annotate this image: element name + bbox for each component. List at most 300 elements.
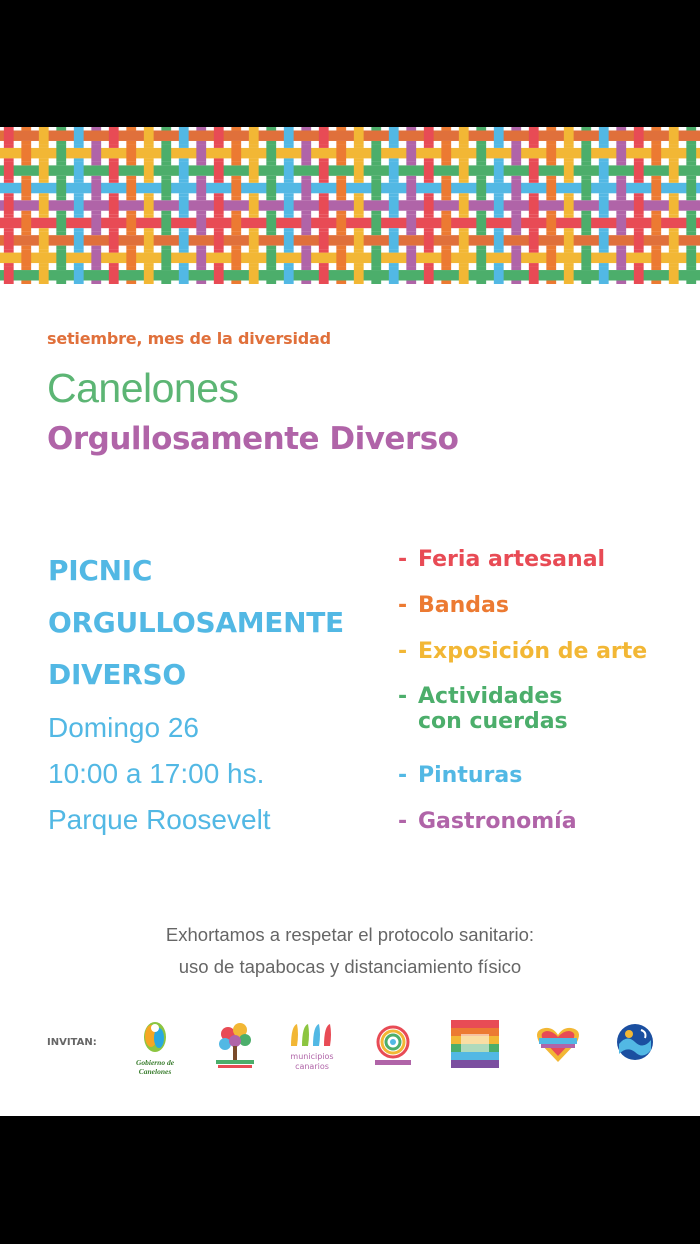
weave-vertical-strip — [406, 281, 416, 284]
weave-vertical-strip — [441, 127, 451, 130]
weave-vertical-strip — [39, 228, 49, 231]
weave-vertical-strip — [144, 263, 154, 266]
weave-vertical-strip — [266, 232, 276, 235]
weave-vertical-strip — [424, 193, 434, 196]
weave-vertical-strip — [616, 281, 626, 284]
weave-vertical-strip — [21, 141, 31, 144]
weave-vertical-strip — [529, 179, 539, 182]
weave-vertical-strip — [21, 176, 31, 179]
weave-vertical-strip — [354, 228, 364, 231]
weave-vertical-strip — [161, 144, 171, 161]
weave-vertical-strip — [4, 179, 14, 182]
weave-vertical-strip — [249, 232, 259, 249]
weave-vertical-strip — [109, 232, 119, 249]
sponsors-label: INVITAN: — [47, 1037, 97, 1048]
weave-vertical-strip — [669, 249, 679, 252]
weave-vertical-strip — [441, 141, 451, 144]
weave-vertical-strip — [74, 193, 84, 196]
poster-title: Canelones — [47, 365, 239, 411]
weave-vertical-strip — [564, 144, 574, 147]
activity-label: Bandas — [418, 593, 509, 618]
weave-vertical-strip — [529, 232, 539, 249]
weave-vertical-strip — [389, 158, 399, 161]
weave-vertical-strip — [354, 214, 364, 217]
activity-item — [398, 639, 647, 664]
weave-vertical-strip — [214, 127, 224, 144]
weave-vertical-strip — [406, 162, 416, 165]
weave-vertical-strip — [179, 249, 189, 252]
weave-vertical-strip — [546, 127, 556, 130]
weave-vertical-strip — [91, 249, 101, 266]
weave-vertical-strip — [511, 267, 521, 270]
weave-vertical-strip — [266, 197, 276, 200]
rainbow-heart-logo — [533, 1020, 583, 1076]
weave-vertical-strip — [231, 249, 241, 266]
weave-vertical-strip — [109, 127, 119, 144]
weave-vertical-strip — [179, 232, 189, 249]
weave-vertical-strip — [4, 249, 14, 252]
weave-vertical-strip — [616, 267, 626, 270]
event-time: 10:00 a 17:00 hs. — [48, 758, 265, 789]
weave-vertical-strip — [39, 214, 49, 217]
weave-vertical-strip — [669, 127, 679, 144]
weave-vertical-strip — [319, 162, 329, 179]
gobierno-de-canelones-logo — [128, 1020, 182, 1076]
weave-vertical-strip — [476, 162, 486, 165]
activity-dash: - — [398, 593, 408, 618]
weave-vertical-strip — [179, 197, 189, 214]
weave-vertical-strip — [179, 263, 189, 266]
health-notice-line: Exhortamos a respetar el protocolo sanitario: — [165, 924, 535, 945]
weave-vertical-strip — [179, 228, 189, 231]
weave-vertical-strip — [179, 179, 189, 182]
weave-vertical-strip — [354, 158, 364, 161]
weave-vertical-strip — [179, 158, 189, 161]
weave-vertical-strip — [4, 158, 14, 161]
weave-vertical-strip — [4, 193, 14, 196]
weave-vertical-strip — [144, 162, 154, 179]
weave-vertical-strip — [319, 193, 329, 196]
weave-vertical-strip — [4, 228, 14, 231]
weave-vertical-strip — [511, 211, 521, 214]
weave-vertical-strip — [354, 193, 364, 196]
weave-vertical-strip — [249, 127, 259, 144]
weave-vertical-strip — [371, 141, 381, 144]
weave-vertical-strip — [74, 144, 84, 147]
weave-vertical-strip — [266, 162, 276, 165]
weave-vertical-strip — [511, 197, 521, 200]
weave-vertical-strip — [144, 267, 154, 284]
weave-vertical-strip — [231, 214, 241, 231]
weave-vertical-strip — [389, 179, 399, 182]
weave-vertical-strip — [91, 127, 101, 130]
weave-vertical-strip — [109, 267, 119, 284]
weave-vertical-strip — [196, 281, 206, 284]
weave-vertical-strip — [284, 193, 294, 196]
weave-vertical-strip — [231, 267, 241, 270]
weave-vertical-strip — [424, 263, 434, 266]
weave-vertical-strip — [686, 249, 696, 266]
weave-vertical-strip — [266, 127, 276, 130]
weave-vertical-strip — [109, 249, 119, 252]
weave-vertical-strip — [56, 249, 66, 266]
weave-vertical-strip — [214, 197, 224, 214]
weave-vertical-strip — [144, 179, 154, 182]
weave-vertical-strip — [669, 193, 679, 196]
weave-vertical-strip — [371, 144, 381, 161]
weave-vertical-strip — [564, 179, 574, 182]
weave-vertical-strip — [581, 267, 591, 270]
weave-vertical-strip — [441, 267, 451, 270]
weave-vertical-strip — [651, 281, 661, 284]
weave-vertical-strip — [336, 249, 346, 266]
weave-vertical-strip — [476, 176, 486, 179]
weave-vertical-strip — [284, 162, 294, 179]
weave-vertical-strip — [74, 232, 84, 249]
weave-vertical-strip — [564, 249, 574, 252]
weave-vertical-strip — [284, 144, 294, 147]
weave-vertical-strip — [109, 197, 119, 214]
weave-vertical-strip — [441, 246, 451, 249]
activity-item — [398, 684, 568, 734]
weave-vertical-strip — [144, 197, 154, 214]
weave-vertical-strip — [196, 162, 206, 165]
weave-vertical-strip — [599, 144, 609, 147]
weave-vertical-strip — [161, 211, 171, 214]
weave-vertical-strip — [249, 144, 259, 147]
weave-vertical-strip — [301, 197, 311, 200]
weave-vertical-strip — [529, 263, 539, 266]
weave-vertical-strip — [494, 214, 504, 217]
weave-vertical-strip — [494, 179, 504, 182]
weave-vertical-strip — [21, 179, 31, 196]
weave-vertical-strip — [319, 267, 329, 284]
weave-vertical-strip — [459, 228, 469, 231]
weave-horizontal-strip — [0, 270, 700, 280]
weave-vertical-strip — [424, 249, 434, 252]
weave-vertical-strip — [494, 193, 504, 196]
weave-horizontal-strip — [0, 130, 700, 140]
weave-vertical-strip — [56, 179, 66, 196]
weave-vertical-strip — [511, 246, 521, 249]
weave-vertical-strip — [39, 158, 49, 161]
weave-vertical-strip — [669, 267, 679, 284]
weave-vertical-strip — [39, 162, 49, 179]
weave-vertical-strip — [336, 211, 346, 214]
logo-text-line: Gobierno de — [135, 1058, 175, 1067]
weave-vertical-strip — [616, 197, 626, 200]
weave-vertical-strip — [371, 214, 381, 231]
weave-vertical-strip — [441, 281, 451, 284]
activity-item — [398, 809, 577, 834]
weave-vertical-strip — [546, 141, 556, 144]
weave-vertical-strip — [406, 144, 416, 161]
weave-vertical-strip — [686, 232, 696, 235]
weave-vertical-strip — [459, 162, 469, 179]
weave-vertical-strip — [459, 179, 469, 182]
weave-vertical-strip — [56, 267, 66, 270]
weave-vertical-strip — [126, 141, 136, 144]
rainbow-weave-banner — [0, 127, 700, 284]
weave-vertical-strip — [406, 232, 416, 235]
weave-vertical-strip — [634, 263, 644, 266]
weave-vertical-strip — [39, 144, 49, 147]
weave-vertical-strip — [109, 179, 119, 182]
weave-vertical-strip — [231, 246, 241, 249]
weave-vertical-strip — [616, 246, 626, 249]
weave-vertical-strip — [599, 263, 609, 266]
weave-vertical-strip — [21, 281, 31, 284]
event-name-line: DIVERSO — [48, 658, 186, 691]
weave-vertical-strip — [196, 232, 206, 235]
weave-vertical-strip — [406, 214, 416, 231]
weave-vertical-strip — [74, 197, 84, 214]
weave-vertical-strip — [4, 214, 14, 217]
weave-vertical-strip — [4, 263, 14, 266]
weave-vertical-strip — [336, 267, 346, 270]
weave-vertical-strip — [459, 263, 469, 266]
weave-vertical-strip — [371, 197, 381, 200]
weave-vertical-strip — [651, 249, 661, 266]
activity-item — [398, 593, 509, 618]
activity-dash: - — [398, 763, 408, 788]
weave-vertical-strip — [599, 193, 609, 196]
weave-vertical-strip — [441, 144, 451, 161]
weave-vertical-strip — [581, 232, 591, 235]
activity-label: Actividades — [418, 684, 563, 709]
weave-vertical-strip — [109, 263, 119, 266]
weave-vertical-strip — [406, 179, 416, 196]
weave-vertical-strip — [599, 249, 609, 252]
weave-vertical-strip — [74, 228, 84, 231]
weave-vertical-strip — [371, 246, 381, 249]
weave-vertical-strip — [389, 193, 399, 196]
weave-vertical-strip — [301, 179, 311, 196]
weave-vertical-strip — [336, 162, 346, 165]
weave-horizontal-strip — [0, 218, 700, 228]
weave-vertical-strip — [179, 127, 189, 144]
weave-vertical-strip — [196, 267, 206, 270]
weave-vertical-strip — [389, 232, 399, 249]
weave-vertical-strip — [21, 162, 31, 165]
weave-vertical-strip — [74, 214, 84, 217]
weave-vertical-strip — [459, 249, 469, 252]
weave-vertical-strip — [476, 179, 486, 196]
weave-vertical-strip — [319, 232, 329, 249]
weave-vertical-strip — [161, 281, 171, 284]
weave-vertical-strip — [301, 176, 311, 179]
weave-vertical-strip — [599, 228, 609, 231]
weave-vertical-strip — [634, 179, 644, 182]
weave-vertical-strip — [651, 214, 661, 231]
weave-vertical-strip — [634, 144, 644, 147]
weave-vertical-strip — [144, 228, 154, 231]
weave-vertical-strip — [336, 176, 346, 179]
weave-vertical-strip — [144, 193, 154, 196]
weave-vertical-strip — [441, 249, 451, 266]
weave-vertical-strip — [459, 197, 469, 214]
weave-vertical-strip — [669, 228, 679, 231]
poster-subtitle: setiembre, mes de la diversidad — [47, 329, 331, 348]
weave-vertical-strip — [74, 263, 84, 266]
weave-vertical-strip — [669, 232, 679, 249]
weave-vertical-strip — [634, 158, 644, 161]
weave-vertical-strip — [74, 267, 84, 284]
weave-vertical-strip — [441, 232, 451, 235]
weave-vertical-strip — [651, 267, 661, 270]
activity-label: Gastronomía — [418, 809, 577, 834]
weave-vertical-strip — [144, 144, 154, 147]
weave-vertical-strip — [634, 249, 644, 252]
weave-vertical-strip — [126, 144, 136, 161]
weave-vertical-strip — [494, 228, 504, 231]
weave-vertical-strip — [196, 127, 206, 130]
weave-vertical-strip — [494, 249, 504, 252]
weave-vertical-strip — [231, 176, 241, 179]
weave-vertical-strip — [494, 232, 504, 249]
weave-vertical-strip — [441, 162, 451, 165]
logo-text-line: municipios — [290, 1052, 334, 1061]
weave-vertical-strip — [669, 158, 679, 161]
weave-vertical-strip — [616, 232, 626, 235]
weave-vertical-strip — [529, 193, 539, 196]
weave-vertical-strip — [301, 267, 311, 270]
weave-vertical-strip — [161, 176, 171, 179]
weave-vertical-strip — [161, 249, 171, 266]
weave-vertical-strip — [74, 179, 84, 182]
weave-vertical-strip — [161, 127, 171, 130]
weave-vertical-strip — [371, 179, 381, 196]
weave-vertical-strip — [529, 127, 539, 144]
weave-vertical-strip — [161, 141, 171, 144]
weave-vertical-strip — [616, 127, 626, 130]
weave-vertical-strip — [371, 162, 381, 165]
weave-vertical-strip — [249, 158, 259, 161]
weave-vertical-strip — [424, 158, 434, 161]
weave-vertical-strip — [599, 267, 609, 284]
weave-vertical-strip — [196, 176, 206, 179]
weave-vertical-strip — [91, 162, 101, 165]
weave-vertical-strip — [4, 162, 14, 179]
weave-vertical-strip — [634, 228, 644, 231]
weave-vertical-strip — [651, 141, 661, 144]
weave-vertical-strip — [214, 214, 224, 217]
weave-vertical-strip — [441, 197, 451, 200]
weave-vertical-strip — [39, 249, 49, 252]
weave-vertical-strip — [214, 267, 224, 284]
weave-vertical-strip — [4, 197, 14, 214]
weave-vertical-strip — [634, 232, 644, 249]
weave-vertical-strip — [56, 281, 66, 284]
rainbow-heart-icon — [533, 1020, 583, 1066]
weave-vertical-strip — [459, 232, 469, 249]
weave-vertical-strip — [686, 211, 696, 214]
weave-vertical-strip — [196, 246, 206, 249]
weave-vertical-strip — [581, 141, 591, 144]
poster — [0, 127, 700, 1116]
weave-vertical-strip — [39, 127, 49, 144]
weave-vertical-strip — [546, 214, 556, 231]
tree-icon — [212, 1020, 258, 1070]
logo-text-line: canarios — [295, 1062, 329, 1071]
diversity-circle-icon — [369, 1020, 417, 1068]
weave-vertical-strip — [529, 162, 539, 179]
weave-vertical-strip — [266, 214, 276, 231]
weave-vertical-strip — [214, 249, 224, 252]
weave-vertical-strip — [686, 162, 696, 165]
weave-vertical-strip — [581, 179, 591, 196]
weave-vertical-strip — [546, 176, 556, 179]
event-date: Domingo 26 — [48, 712, 199, 743]
weave-vertical-strip — [319, 158, 329, 161]
weave-vertical-strip — [406, 211, 416, 214]
logo-text-line: Canelones — [138, 1067, 172, 1076]
weave-vertical-strip — [39, 179, 49, 182]
tree-logo — [212, 1020, 258, 1076]
weave-vertical-strip — [616, 176, 626, 179]
weave-vertical-strip — [354, 144, 364, 147]
weave-vertical-strip — [319, 249, 329, 252]
weave-vertical-strip — [634, 162, 644, 179]
weave-vertical-strip — [686, 197, 696, 200]
weave-vertical-strip — [476, 281, 486, 284]
weave-vertical-strip — [319, 179, 329, 182]
weave-vertical-strip — [284, 158, 294, 161]
weave-vertical-strip — [686, 144, 696, 161]
weave-vertical-strip — [599, 162, 609, 179]
weave-vertical-strip — [651, 144, 661, 161]
weave-vertical-strip — [476, 211, 486, 214]
rainbow-square-icon — [451, 1020, 499, 1068]
weave-vertical-strip — [354, 263, 364, 266]
weave-vertical-strip — [564, 232, 574, 249]
weave-vertical-strip — [336, 281, 346, 284]
weave-vertical-strip — [616, 211, 626, 214]
weave-vertical-strip — [476, 197, 486, 200]
weave-vertical-strip — [39, 193, 49, 196]
weave-vertical-strip — [231, 127, 241, 130]
weave-vertical-strip — [459, 193, 469, 196]
weave-vertical-strip — [109, 193, 119, 196]
weave-horizontal-strip — [0, 200, 700, 210]
health-notice — [0, 919, 700, 983]
weave-vertical-strip — [354, 232, 364, 249]
weave-pattern — [0, 127, 700, 284]
weave-vertical-strip — [581, 162, 591, 165]
weave-vertical-strip — [231, 281, 241, 284]
weave-vertical-strip — [56, 211, 66, 214]
weave-vertical-strip — [529, 214, 539, 217]
weave-vertical-strip — [354, 162, 364, 179]
weave-vertical-strip — [196, 211, 206, 214]
weave-horizontal-strip — [0, 148, 700, 158]
weave-vertical-strip — [266, 249, 276, 266]
weave-vertical-strip — [126, 214, 136, 231]
weave-vertical-strip — [126, 281, 136, 284]
activity-dash: - — [398, 809, 408, 834]
weave-vertical-strip — [109, 158, 119, 161]
weave-vertical-strip — [476, 246, 486, 249]
weave-vertical-strip — [319, 214, 329, 217]
weave-vertical-strip — [319, 127, 329, 144]
weave-vertical-strip — [441, 211, 451, 214]
weave-vertical-strip — [91, 211, 101, 214]
canelones-diversa-logo — [369, 1020, 417, 1076]
weave-vertical-strip — [511, 162, 521, 165]
weave-vertical-strip — [511, 144, 521, 161]
weave-vertical-strip — [616, 144, 626, 161]
weave-vertical-strip — [599, 158, 609, 161]
